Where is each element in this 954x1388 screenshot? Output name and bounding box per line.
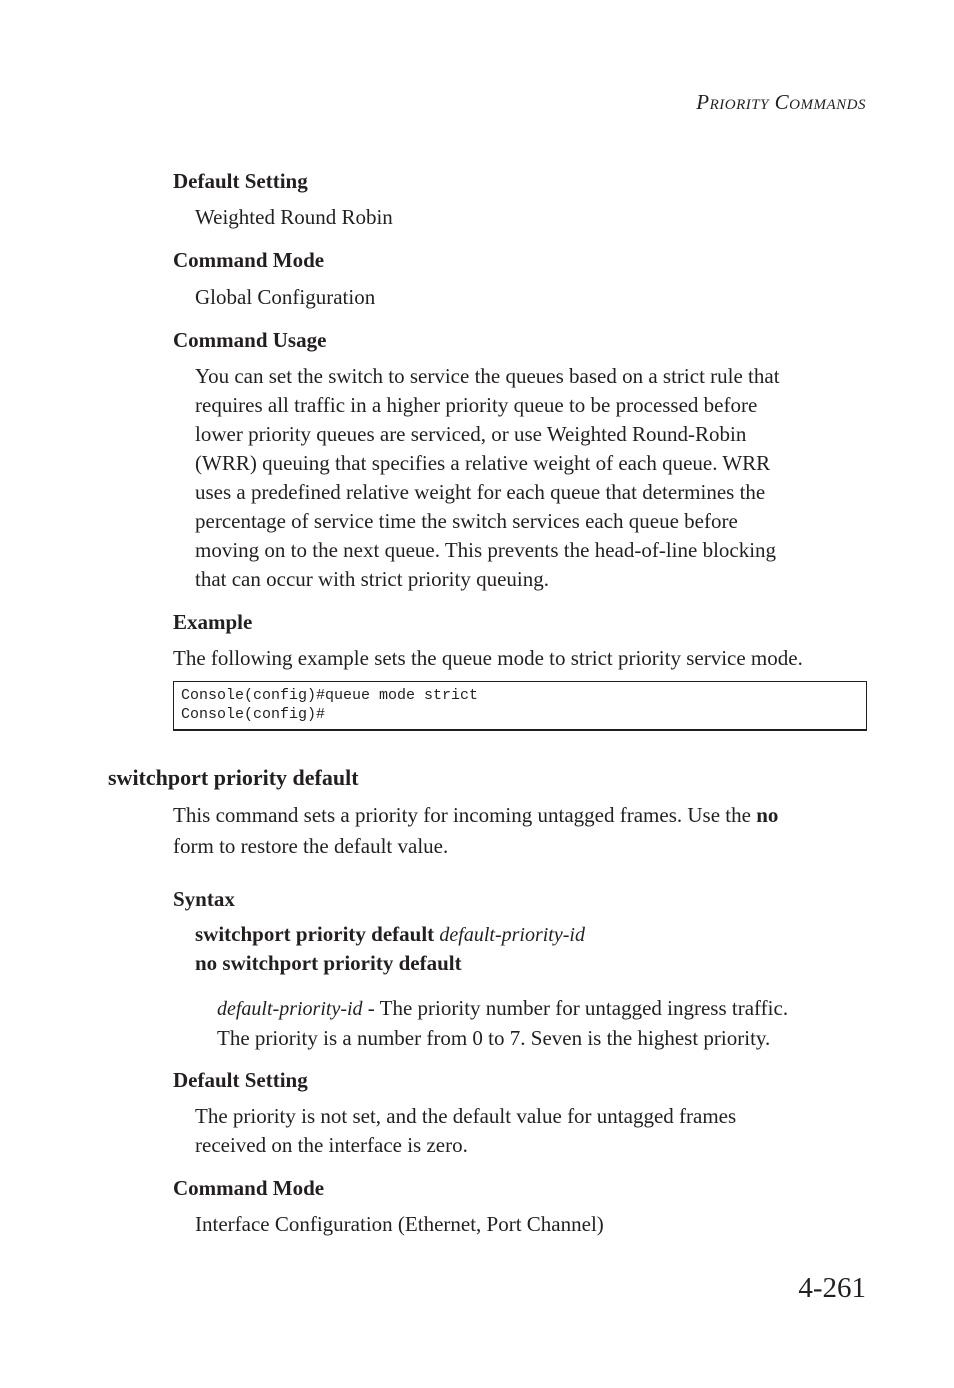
command-mode-heading-2: Command Mode (173, 1176, 325, 1200)
no-keyword: no (756, 803, 779, 827)
command-usage-paragraph (195, 362, 875, 594)
default-setting-paragraph-2 (195, 1102, 736, 1160)
default-setting-line-2: received on the interface is zero. (195, 1133, 468, 1157)
example-intro: The following example sets the queue mode to strict priority service mode. (173, 646, 803, 670)
syntax-parameter: default-priority-id (439, 924, 585, 946)
parameter-description (217, 994, 877, 1053)
default-setting-line-1: The priority is not set, and the default value for untagged frames (195, 1104, 737, 1128)
syntax-line-1 (195, 922, 585, 947)
page-number: 4-261 (798, 1272, 866, 1304)
code-line: Console(config)#queue mode strict (181, 687, 479, 704)
usage-line: You can set the switch to service the queues based on a strict rule that (195, 364, 780, 388)
command-mode-value: Global Configuration (195, 285, 376, 309)
running-header: Priority Commands (696, 90, 866, 114)
usage-line: requires all traffic in a higher priority queue to be processed before (195, 393, 758, 417)
syntax-heading: Syntax (173, 887, 235, 911)
syntax-command: switchport priority default (195, 922, 435, 946)
command-mode-value-2: Interface Configuration (Ethernet, Port Channel) (195, 1212, 604, 1236)
param-desc-2: The priority is a number from 0 to 7. Seven is the highest priority. (217, 1026, 771, 1050)
intro-line-1 (173, 801, 863, 830)
param-line-1 (217, 994, 877, 1024)
intro-part2: form to restore the default value. (173, 834, 449, 858)
param-desc-1: - The priority number for untagged ingress traffic. (362, 996, 789, 1020)
code-example (173, 681, 867, 731)
intro-part1: This command sets a priority for incoming untagged frames. Use the (173, 803, 751, 827)
param-name: default-priority-id (217, 998, 363, 1020)
command-mode-heading: Command Mode (173, 248, 325, 272)
usage-line: percentage of service time the switch services each queue before (195, 509, 738, 533)
command-usage-heading: Command Usage (173, 328, 327, 352)
default-setting-value: Weighted Round Robin (195, 205, 393, 229)
syntax-no-command: no switchport priority default (195, 951, 462, 975)
section-title: switchport priority default (108, 765, 359, 790)
section-intro (173, 801, 863, 861)
usage-line: that can occur with strict priority queuing. (195, 567, 549, 591)
code-line: Console(config)# (181, 706, 326, 723)
example-heading: Example (173, 610, 253, 634)
usage-line: uses a predefined relative weight for each queue that determines the (195, 480, 766, 504)
default-setting-heading-2: Default Setting (173, 1068, 308, 1092)
usage-line: lower priority queues are serviced, or use Weighted Round-Robin (195, 422, 747, 446)
usage-line: (WRR) queuing that specifies a relative weight of each queue. WRR (195, 451, 771, 475)
usage-line: moving on to the next queue. This prevents the head-of-line blocking (195, 538, 777, 562)
default-setting-heading: Default Setting (173, 169, 308, 193)
